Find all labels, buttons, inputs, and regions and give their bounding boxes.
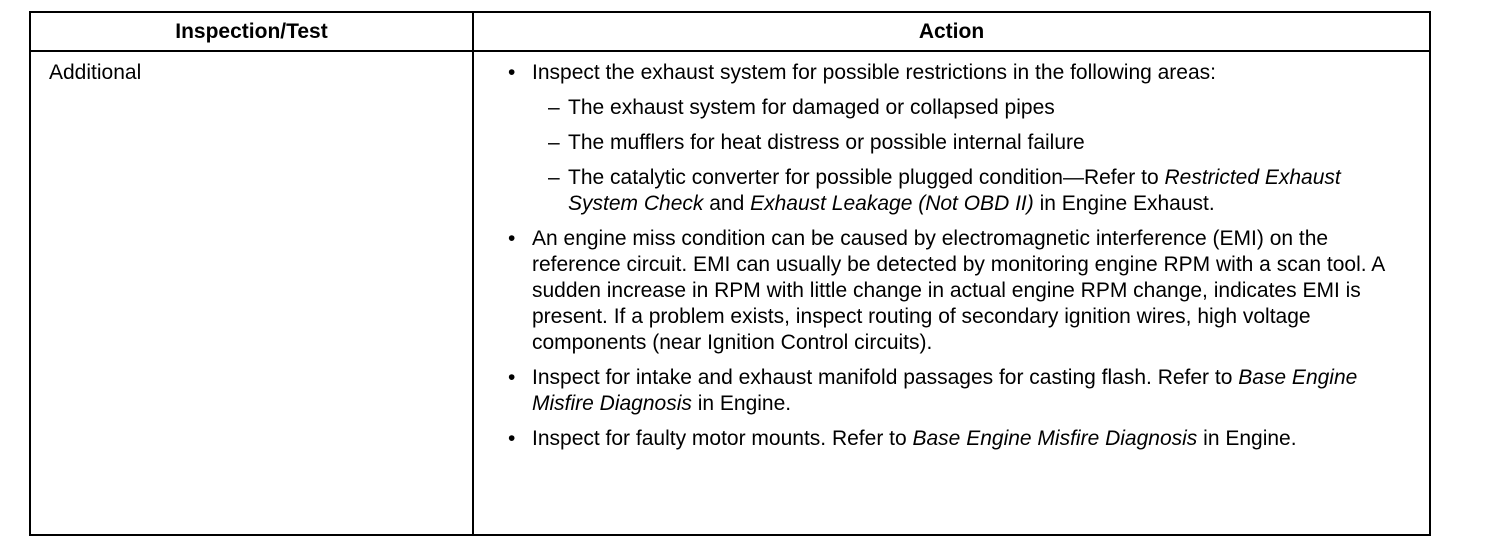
bullet-text-pre: Inspect for intake and exhaust manifold passages for casting flash. Refer to (532, 366, 1239, 389)
reference-base-engine-misfire: Base Engine Misfire Diagnosis (532, 366, 1358, 415)
reference-restricted-exhaust: Restricted Exhaust System Check (568, 166, 1341, 215)
action-cell (506, 60, 1411, 461)
bullet-text-post: in Engine. (1197, 427, 1297, 450)
action-bullet-casting-flash (506, 365, 1411, 417)
sub-item-text: The exhaust system for damaged or collapsed pipes (568, 96, 1055, 119)
reference-exhaust-leakage: Exhaust Leakage (Not OBD II) (750, 192, 1034, 215)
dash-icon: – (548, 96, 560, 119)
bullet-text-pre: Inspect for faulty motor mounts. Refer to (532, 427, 913, 450)
header-action: Action (918, 20, 985, 43)
header-divider (31, 50, 1429, 52)
sub-item-catalytic-converter (532, 165, 1411, 217)
bullet-icon: • (508, 366, 516, 389)
action-bullet-motor-mounts (506, 426, 1411, 452)
bullet-text-post: in Engine. (691, 392, 792, 415)
bullet-icon: • (508, 227, 516, 250)
dash-icon: – (548, 131, 560, 154)
action-bullet-emi (506, 226, 1411, 356)
dash-icon: – (548, 166, 560, 189)
bullet-text: Inspect the exhaust system for possible restrictions in the following areas: (532, 61, 1216, 84)
inspection-cell: Additional (49, 61, 142, 84)
sub-item-text-post: in Engine Exhaust. (1033, 192, 1215, 215)
column-divider (472, 13, 474, 534)
sub-item-pipes (532, 95, 1411, 121)
action-bullet-exhaust (506, 60, 1411, 217)
header-inspection-test: Inspection/Test (175, 20, 328, 43)
sub-item-text-pre: The catalytic converter for possible plugged condition—Refer to (568, 166, 1165, 189)
bullet-text: An engine miss condition can be caused by electromagnetic interference (EMI) on the reference circuit. EMI can usually be detected by monitoring engine RPM with a scan tool. A sudden increase in RPM with little change in actual engine RPM change, indicates EMI is present. If a problem exists, inspect routing of secondary ignition wires, high voltage components (near Ignition Control circuits). (532, 227, 1385, 354)
bullet-icon: • (508, 427, 516, 450)
bullet-icon: • (508, 61, 516, 84)
reference-base-engine-misfire: Base Engine Misfire Diagnosis (912, 427, 1198, 450)
sub-item-mufflers (532, 130, 1411, 156)
sub-item-text: The mufflers for heat distress or possible internal failure (568, 131, 1085, 154)
sub-item-text-mid: and (703, 192, 751, 215)
